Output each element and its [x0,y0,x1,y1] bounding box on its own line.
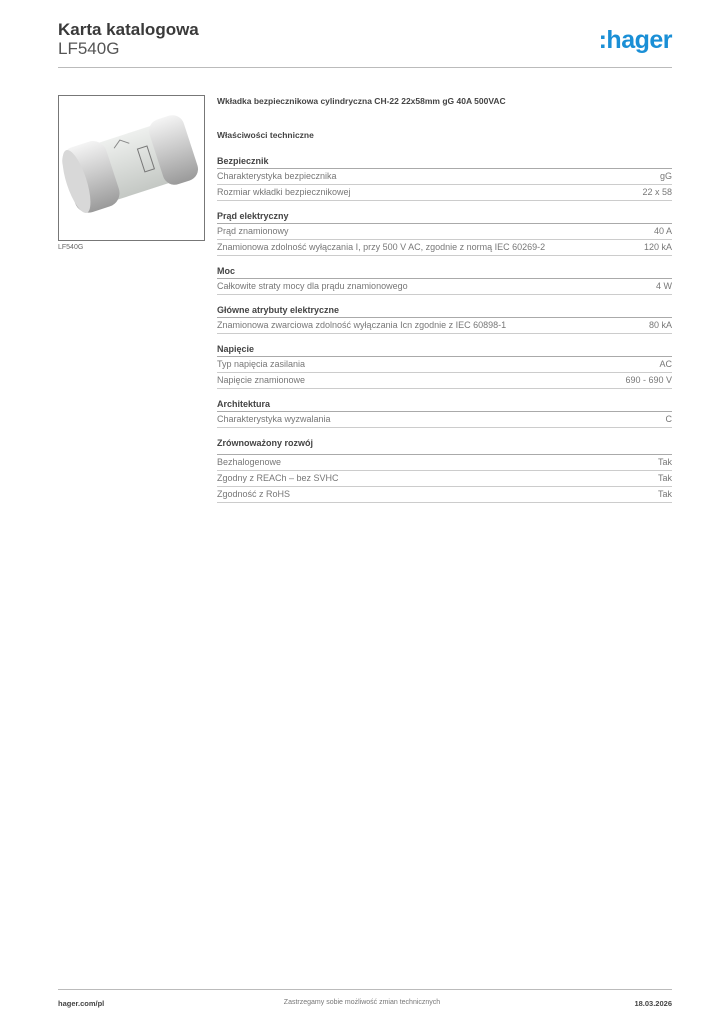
spec-label: Napięcie znamionowe [217,375,306,385]
section-heading: Napięcie [217,342,672,357]
spec-section [217,154,672,201]
hager-logo: :hager [598,26,672,54]
spec-value: AC [659,359,672,369]
spec-section [217,264,672,295]
spec-label: Całkowite straty mocy dla prądu znamionowego [217,281,408,291]
spec-value: C [665,414,672,424]
spec-label: Charakterystyka wyzwalania [217,414,331,424]
spec-value: 22 x 58 [642,187,672,197]
spec-value: Tak [657,489,672,499]
header-divider [58,67,672,68]
spec-row [217,279,672,295]
spec-value: Tak [657,457,672,467]
spec-value: 80 kA [648,320,672,330]
properties-heading: Właściwości techniczne [217,130,314,140]
spec-label: Rozmiar wkładki bezpiecznikowej [217,187,351,197]
footer-disclaimer: Zastrzegamy sobie możliwość zmian technicznych [283,999,441,1006]
spec-section [217,303,672,334]
spec-value: gG [659,171,672,181]
spec-row [217,357,672,373]
spec-label: Bezhalogenowe [217,457,282,467]
spec-row [217,455,672,471]
spec-section [217,209,672,256]
spec-row [217,169,672,185]
spec-section [217,397,672,428]
spec-section [217,342,672,389]
spec-label: Zgodny z REACh – bez SVHC [217,473,339,483]
spec-row [217,240,672,256]
spec-label: Znamionowa zwarciowa zdolność wyłączania Icn zgodnie z IEC 60898-1 [217,320,507,330]
product-code: LF540G [58,39,120,58]
section-heading: Zrównoważony rozwój [217,436,672,455]
product-image [58,95,205,241]
section-heading: Główne atrybuty elektryczne [217,303,672,318]
section-heading: Architektura [217,397,672,412]
spec-value: 690 - 690 V [625,375,672,385]
product-title: Wkładka bezpiecznikowa cylindryczna CH-22 22x58mm gG 40A 500VAC [217,96,506,106]
footer-divider [58,989,672,990]
spec-value: 40 A [653,226,672,236]
spec-label: Typ napięcia zasilania [217,359,306,369]
spec-label: Prąd znamionowy [217,226,289,236]
spec-row [217,412,672,428]
section-heading: Bezpiecznik [217,154,672,169]
spec-row [217,373,672,389]
spec-row [217,185,672,201]
spec-row [217,487,672,503]
spec-row [217,318,672,334]
spec-label: Znamionowa zdolność wyłączania I, przy 500 V AC, zgodnie z normą IEC 60269-2 [217,242,546,252]
spec-value: Tak [657,473,672,483]
product-details [217,96,672,503]
spec-row [217,224,672,240]
spec-label: Zgodność z RoHS [217,489,291,499]
spec-row [217,471,672,487]
footer-date: 18.03.2026 [634,999,672,1008]
spec-section [217,436,672,503]
spec-value: 4 W [655,281,672,291]
spec-label: Charakterystyka bezpiecznika [217,171,337,181]
footer-website[interactable]: hager.com/pl [58,999,105,1008]
image-caption: LF540G [58,244,84,251]
document-title: Karta katalogowa [58,20,199,39]
spec-value: 120 kA [643,242,672,252]
section-heading: Moc [217,264,672,279]
section-heading: Prąd elektryczny [217,209,672,224]
